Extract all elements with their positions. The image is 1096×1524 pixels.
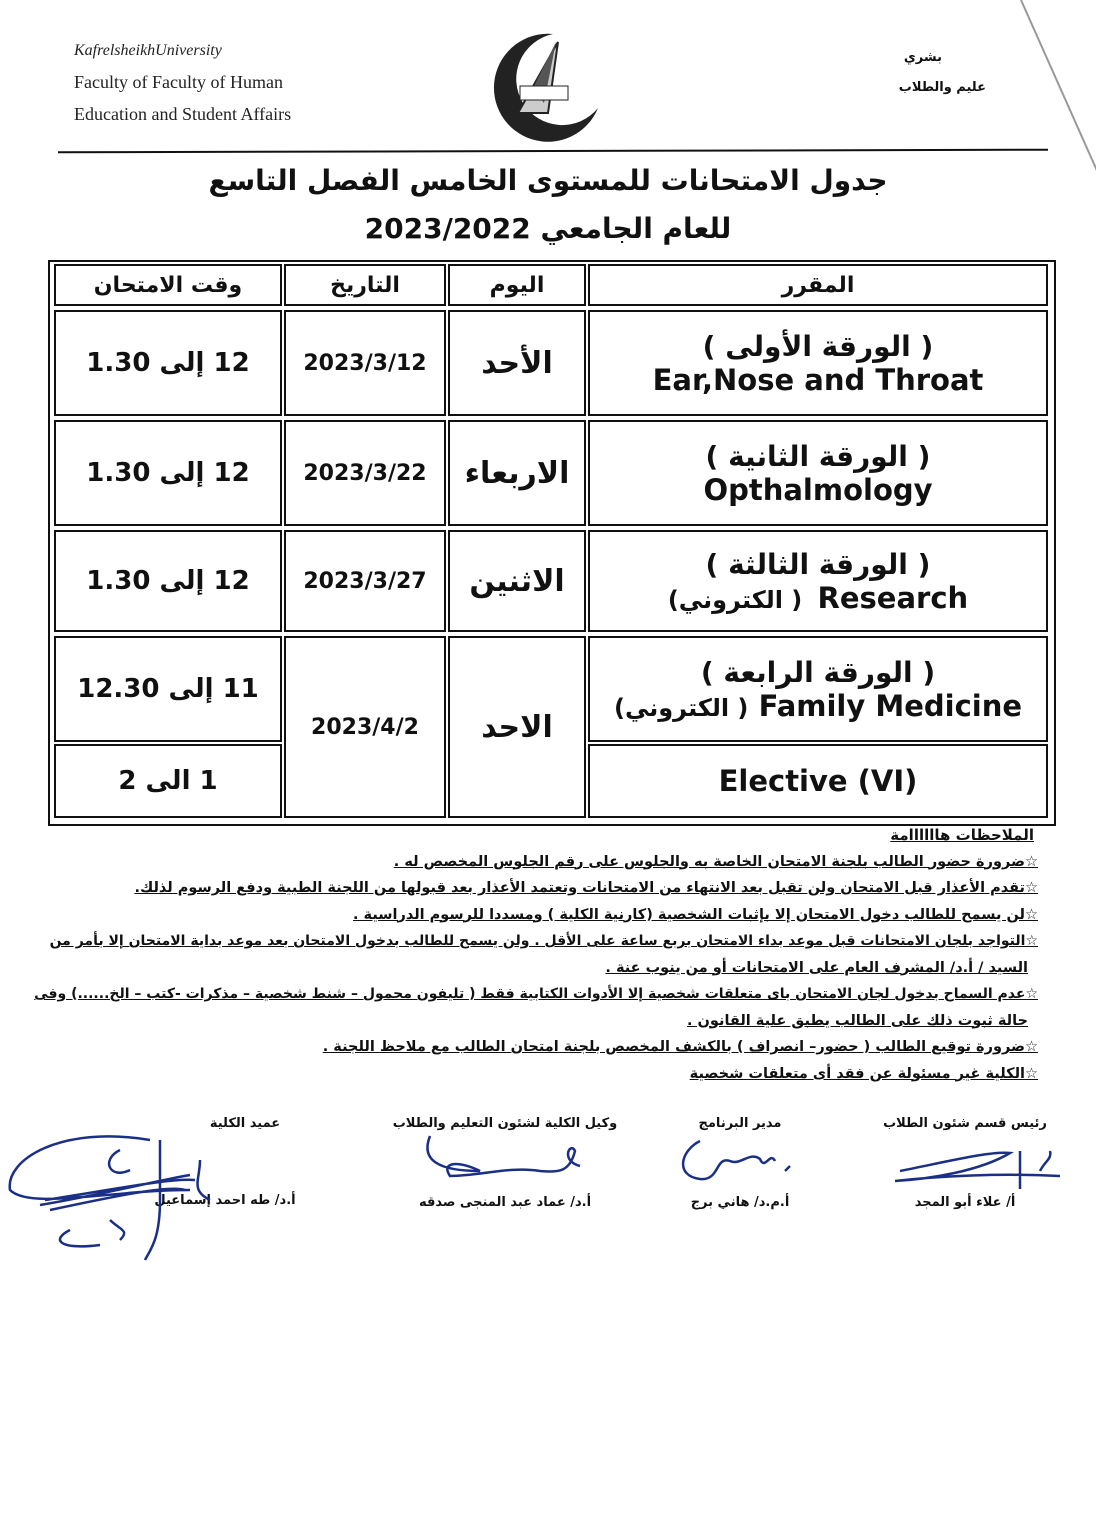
signature-block [870, 1116, 1060, 1210]
signatory-role: مدير البرنامج [698, 1116, 782, 1131]
note-item-continued: حالة ثبوت ذلك على الطالب يطبق علية القانون . [686, 1012, 1028, 1029]
dean-signature-image [0, 1120, 300, 1270]
time-cell: 12 إلى 1.30 [54, 310, 282, 416]
time-cell: 11 إلى 12.30 [54, 636, 282, 742]
table-row-subject [588, 530, 1048, 632]
note-item-continued: السيد / أ.د/ المشرف العام على الامتحانات أو من ينوب عنة . [605, 959, 1028, 976]
note-item: ☆التواجد بلجان الامتحانات قبل موعد بداء الامتحان بربع ساعة على الأقل . ولن يسمح للطالب بدخول الامتحان بعد موعد بداية الامتحان إلا بأمر من [49, 933, 1038, 949]
page-fold-edge [1020, 0, 1096, 238]
page-subtitle: للعام الجامعي 2023/2022 [364, 212, 732, 245]
table-row-subject [588, 636, 1048, 742]
online-label: (الكتروني ) [667, 585, 803, 614]
time-cell: 12 إلى 1.30 [54, 420, 282, 526]
header-right-line2: عليم والطلاب [898, 80, 986, 95]
exam-schedule-table [48, 260, 1056, 826]
paper-label: ( الورقة الثانية ) [705, 439, 931, 473]
signature-block [390, 1116, 620, 1210]
table-row-subject [588, 420, 1048, 526]
date-cell: 2023/3/22 [284, 420, 446, 526]
header-subject: المقرر [588, 264, 1048, 306]
time-cell: 12 إلى 1.30 [54, 530, 282, 632]
subject-name: Opthalmology [703, 472, 933, 507]
university-logo [478, 28, 603, 143]
signatory-name: أ.د/ عماد عبد المنجى صدقه [418, 1195, 592, 1210]
note-item: ☆ضرورة حضور الطالب بلجنة الامتحان الخاصة به والجلوس على رقم الجلوس المخصص له . [393, 853, 1038, 870]
header-time: وقت الامتحان [54, 264, 282, 306]
signature-block [660, 1116, 820, 1210]
date-cell: 2023/3/27 [284, 530, 446, 632]
note-item: ☆لن يسمح للطالب دخول الامتحان إلا بإثبات الشخصية (كارنية الكلية ) ومسددا للرسوم الدراسية . [352, 906, 1038, 923]
notes-section [34, 822, 1038, 1087]
signatory-role: وكيل الكلية لشئون التعليم والطلاب [392, 1116, 618, 1131]
header-divider [58, 149, 1048, 154]
day-cell: الأحد [448, 310, 586, 416]
paper-label: ( الورقة الثالثة ) [705, 547, 931, 581]
signature-image [660, 1131, 820, 1191]
faculty-name: Faculty of Faculty of Human [74, 72, 283, 92]
online-label: (الكتروني ) [613, 693, 749, 722]
day-cell: الاربعاء [448, 420, 586, 526]
elective-subject: Elective (VI) [588, 744, 1048, 818]
notes-title: الملاحظات هاااااامة [890, 826, 1034, 844]
subject-name: Family Medicine [758, 688, 1023, 723]
university-name: KafrelsheikhUniversity [74, 42, 222, 59]
note-item: ☆ضرورة توقيع الطالب ( حضور– انصراف ) بالكشف المخصص بلجنة امتحان الطالب مع ملاحظ اللجنة . [322, 1039, 1038, 1055]
day-cell: الاحد [448, 636, 586, 818]
paper-label: ( الورقة الأولى ) [702, 329, 934, 363]
subject-name: Research [817, 580, 969, 615]
signatory-name: أ.د/ طه احمد إسماعيل [154, 1193, 296, 1208]
signatory-name: أ.م.د/ هاني برج [690, 1195, 790, 1210]
day-cell: الاثنين [448, 530, 586, 632]
time-cell-elective: 1 الى 2 [54, 744, 282, 818]
table-row-subject [588, 310, 1048, 416]
header-date: التاريخ [284, 264, 446, 306]
page-title: جدول الامتحانات للمستوى الخامس الفصل التاسع [208, 164, 888, 197]
subject-name: Ear,Nose and Throat [652, 362, 984, 397]
date-cell: 2023/3/12 [284, 310, 446, 416]
signatory-role: رئيس قسم شئون الطلاب [883, 1116, 1047, 1131]
note-item: ☆تقدم الأعذار قبل الامتحان ولن تقبل بعد الانتهاء من الامتحانات وتعتمد الأعذار بعد قبولها من اللجنة الطبية ودفع الرسوم لذلك. [134, 880, 1038, 896]
note-item: ☆الكلية غير مسئولة عن فقد أى متعلقات شخصية [689, 1065, 1038, 1082]
paper-label: ( الورقة الرابعة ) [700, 655, 936, 689]
signatory-name: أ/ علاء أبو المجد [914, 1195, 1016, 1210]
header-right-line1: بشري [903, 50, 942, 65]
department-name: Education and Student Affairs [74, 104, 292, 124]
signature-image [390, 1131, 620, 1191]
signature-image [870, 1131, 1060, 1191]
header-day: اليوم [448, 264, 586, 306]
date-cell: 2023/4/2 [284, 636, 446, 818]
signatory-role: عميد الكلية [209, 1116, 281, 1131]
note-item: ☆عدم السماح بدخول لجان الامتحان باى متعلقات شخصية إلا الأدوات الكتابية فقط ( تليفون محمول – شنط شخصية – مذكرات -كتب – الخ......) وفى [34, 986, 1038, 1002]
